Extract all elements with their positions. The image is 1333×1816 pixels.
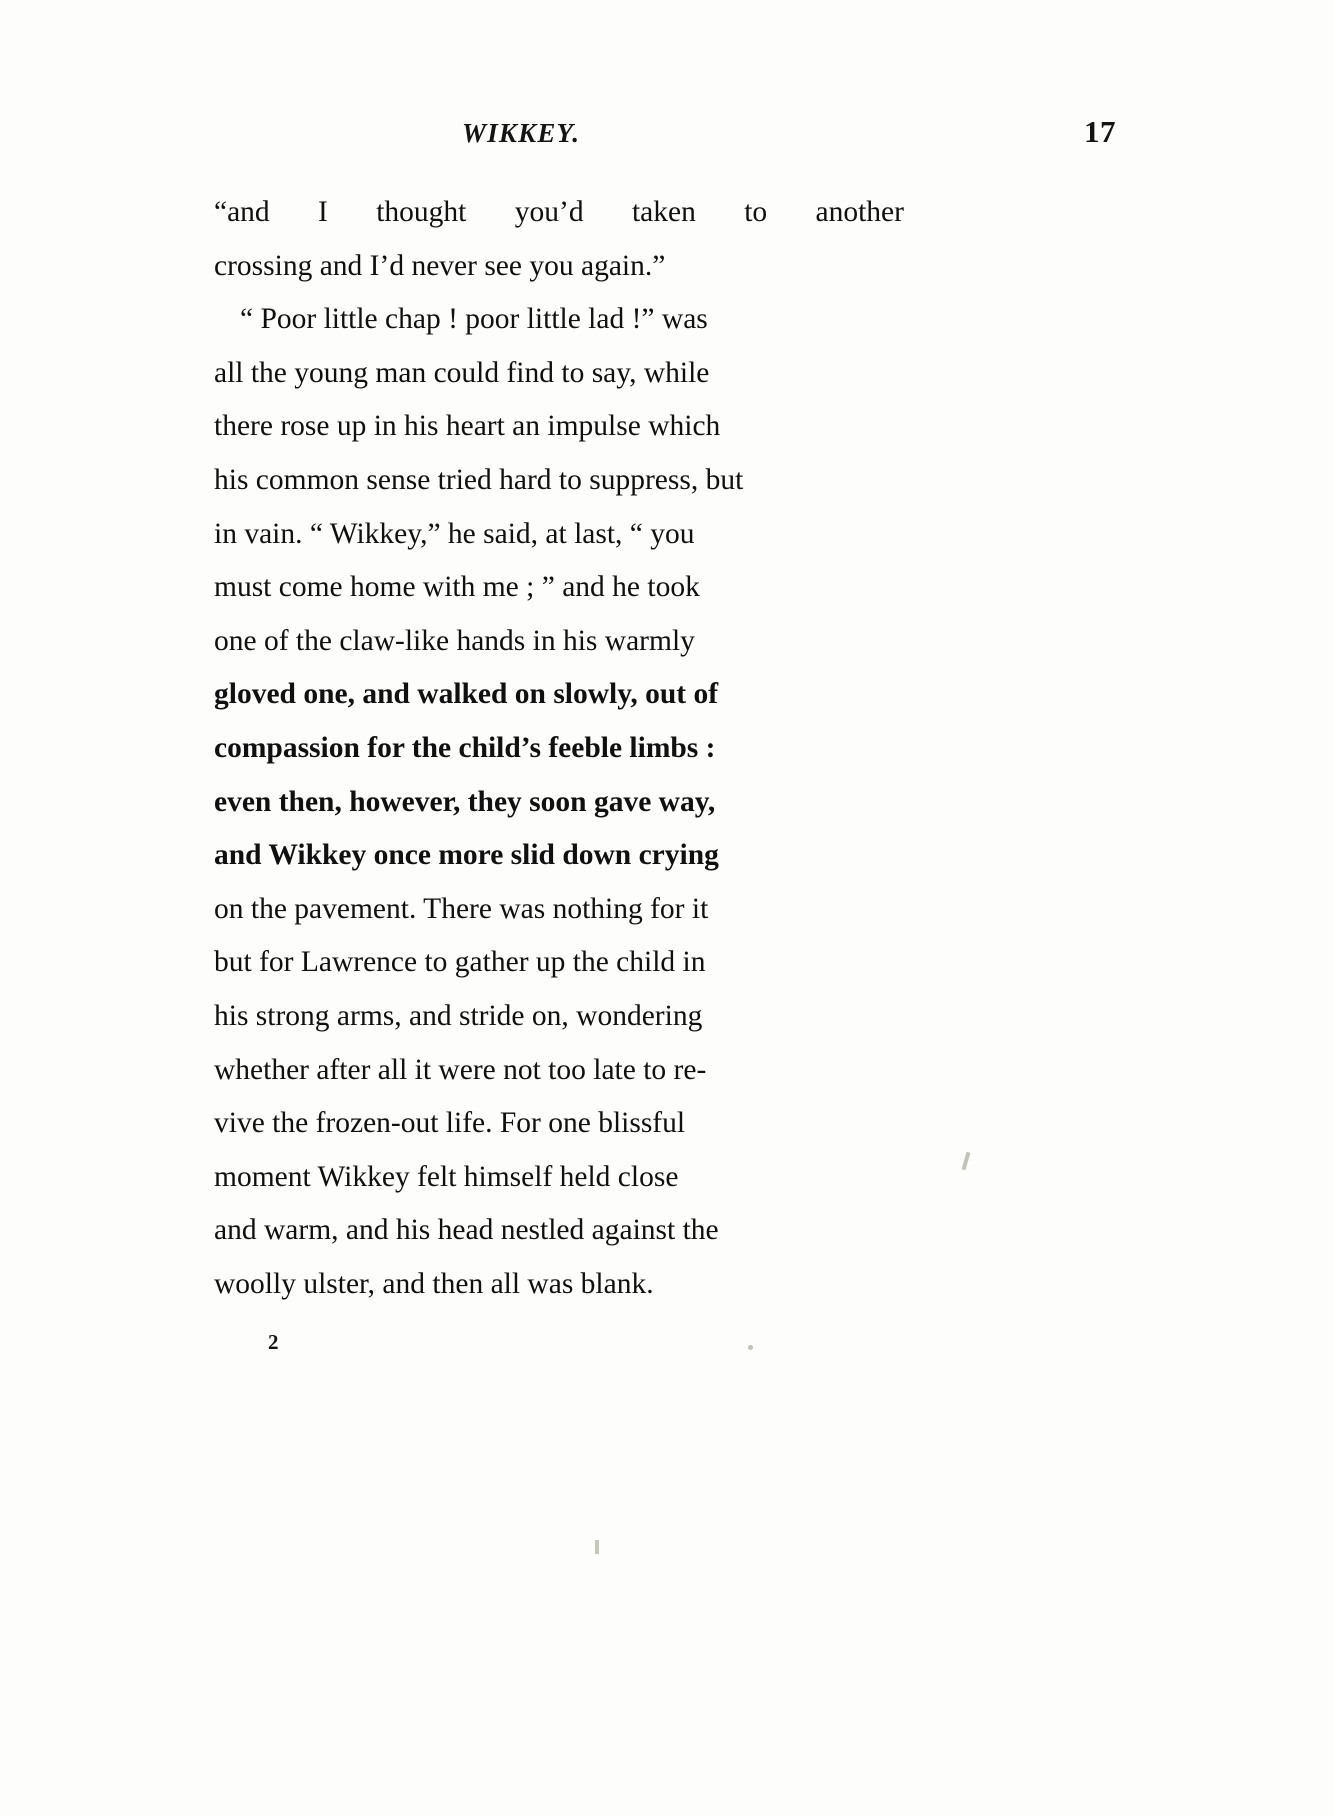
text-line: and Wikkey once more slid down crying — [214, 839, 719, 872]
text-word: you’d — [514, 196, 584, 228]
text-word: I — [318, 196, 328, 228]
text-line: there rose up in his heart an impulse which — [214, 410, 721, 443]
text-line: all the young man could find to say, while — [214, 356, 710, 389]
text-line: crossing and I’d never see you again.” — [214, 249, 666, 282]
text-line: on the pavement. There was nothing for it — [214, 892, 709, 925]
text-line: his strong arms, and stride on, wondering — [214, 999, 703, 1032]
text-line: his common sense tried hard to suppress, but — [214, 463, 744, 496]
signature-mark: 2 — [268, 1330, 279, 1354]
running-head — [216, 114, 1116, 160]
text-line: compassion for the child’s feeble limbs : — [214, 731, 716, 764]
text-line — [214, 186, 904, 240]
page-speck-icon — [962, 1152, 971, 1170]
text-word: thought — [376, 196, 467, 228]
page-speck-icon — [748, 1345, 753, 1350]
text-line: must come home with me ; ” and he took — [214, 571, 700, 604]
text-line: even then, however, they soon gave way, — [214, 785, 716, 818]
text-line: “ Poor little chap ! poor little lad !” was — [240, 303, 708, 336]
body-text — [214, 186, 904, 1311]
text-line: gloved one, and walked on slowly, out of — [214, 678, 719, 711]
page-number: 17 — [1084, 114, 1116, 149]
text-line: but for Lawrence to gather up the child in — [214, 946, 706, 979]
text-line: whether after all it were not too late to re- — [214, 1053, 707, 1086]
text-word: taken — [631, 196, 696, 228]
text-line: one of the claw-like hands in his warmly — [214, 624, 695, 657]
text-line: woolly ulster, and then all was blank. — [214, 1267, 654, 1300]
text-line: in vain. “ Wikkey,” he said, at last, “ you — [214, 517, 695, 550]
text-line: moment Wikkey felt himself held close — [214, 1160, 679, 1193]
text-word: to — [744, 196, 768, 228]
running-head-title: WIKKEY. — [462, 118, 581, 148]
text-word: another — [815, 196, 904, 228]
text-word: “and — [214, 196, 270, 228]
text-line: vive the frozen-out life. For one blissful — [214, 1107, 686, 1140]
text-line: and warm, and his head nestled against the — [214, 1214, 719, 1247]
page-speck-icon — [595, 1540, 599, 1554]
